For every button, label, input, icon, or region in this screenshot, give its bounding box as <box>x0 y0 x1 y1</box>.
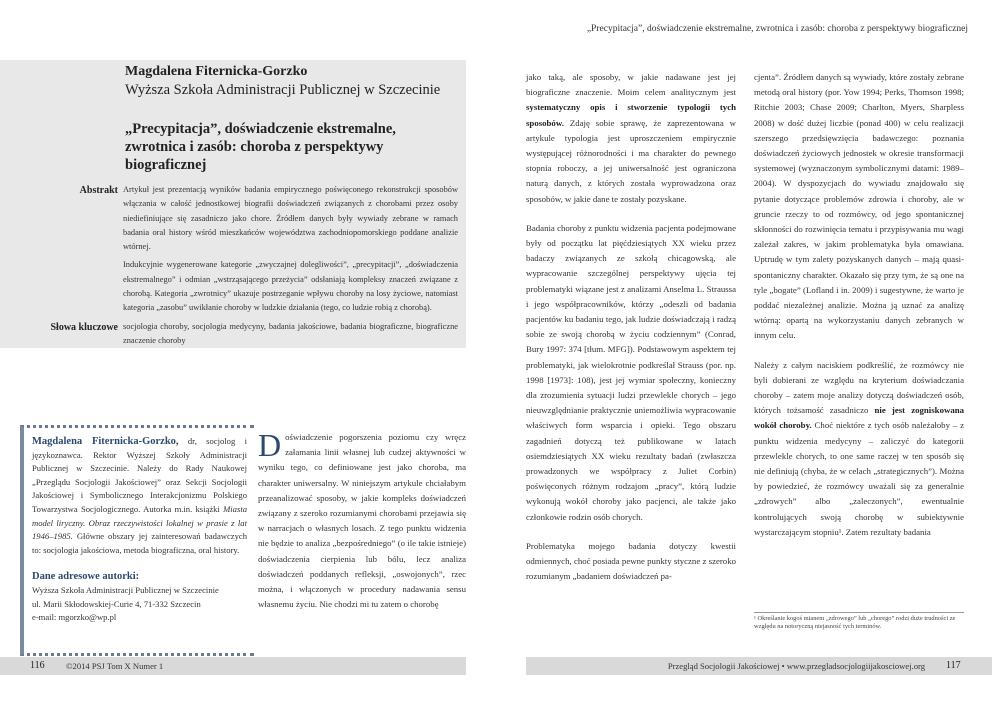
bio-interests: Główne obszary jej zainteresowań badawczych to: socjologia jakościowa, metoda biograficzna, oral history. <box>32 531 248 555</box>
drop-cap: D <box>258 427 282 463</box>
address-email[interactable]: e-mail: mgorzko@wp.pl <box>32 612 117 623</box>
footer-left-text: ©2014 PSJ Tom X Numer 1 <box>66 661 164 671</box>
address-line-2: ul. Marii Skłodowskiej-Curie 4, 71-332 Szczecin <box>32 598 201 609</box>
page-number-left: 116 <box>30 660 45 671</box>
article-title: „Precypitacja”, doświadczenie ekstremalne, zwrotnica i zasób: choroba z perspektywy biograficznej <box>125 121 396 173</box>
footer-right-text: Przegląd Socjologii Jakościowej • www.przegladsocjologiijakosciowej.org <box>667 661 925 671</box>
right-body-column <box>754 70 964 540</box>
abstract-text <box>123 183 458 316</box>
mid-paragraph-2: Badania choroby z punktu widzenia pacjenta podejmowane były od początku lat pięćdziesiątych XX wieku przez badaczy związanych ze szkołą chicagowską, ale wypracowanie szczególnej perspektywy ujęcia tej problematyki wiązane jest z analizami Anselma L. Straussa i jego współpracowników, którzy „odeszli od badania pacjentów ku badaniu tego, jak ludzie doświadczają i radzą sobie ze swoją chorobą w życiu codziennym” (Conrad, Bury 1997: 374 [tłum. MFG]). Podstawowym aspektem tej problematyki, jak wielokrotnie podkreślał Strauss (por. np. 1998 [1973]: 108), jest jej wymiar społeczny, konieczny dla zrozumienia sytuacji ludzi przewlekle chorych – jego nieuwzględnianie praktycznie uniemożliwia wypracowanie właściwych form wsparcia i opieki. Tego obszaru zagadnień dotyczą też publikowane w latach osiemdziesiątych XX wieku rezultaty badań (zwłaszcza prowadzonych we współpracy z Juliet Corbin) poświęconych różnym rodzajom „pracy”, którą ludzie wykonują wokół choroby jako pacjenci, ale także jako członkowie rodzin osób chorych. <box>526 222 736 522</box>
abstract-paragraph-2: Indukcyjnie wygenerowane kategorie „zwyczajnej dolegliwości”, „precypitacji”, „doświadczenia ekstremalnego” i odmian „wstrząsającego przeżycia” odsłaniają kompleksy znaczeń związane z chorobą. Kategoria „zwrotnicy” ukazuje postrzeganie wpływu choroby na losy życiowe, natomiast kategoria „zasobu” uwikłanie choroby w ludzkie działania (tego, co ludzie robią z chorobą). <box>123 260 458 313</box>
right-paragraph-1: cjenta”. Źródłem danych są wywiady, które zostały zebrane metodą oral history (por. Yow 1994; Perks, Thomson 1998; Ritchie 2003; Chase 2009; Charlton, Myers, Sharpless 2008) w dość dużej liczbie (ponad 400) w celu realizacji szerszego przedsięwzięcia badawczego: poznania doświadczeń życiowych jednostek w okresie transformacji systemowej (wyznaczonym symbolicznymi datami: 1989–2004). W dyspozycjach do wywiadu znajdowało się pytanie dotyczące problemów zdrowia i choroby, ale w gruncie rzeczy to od rozmówcy, od jego spontanicznej skłonności do rozwinięcia tematu i przypisywania mu wagi zależał zakres, w jakim problematyka była omawiana. Uptrudę w tym zalety pozyskanych danych – mają quasi-spontaniczny charakter. Okazało się przy tym, że są one na tyle „bogate” (Lofland i in. 2009) i sugestywne, że warto je poddać niezależnej analizie. Można ją uznać za analizę wtórną: opartą na wykorzystaniu danych zebranych w innym celu. <box>754 72 964 341</box>
address-title: Dane adresowe autorki: <box>32 571 140 583</box>
abstract-paragraph-1: Artykuł jest prezentacją wyników badania empirycznego poświęconego rekonstrukcji sposobów włączania w całość jednostkowej biografii doświadczeń związanych z chorobami przez osoby niediefiniujące się zasadniczo jako chore. Źródłem danych były wywiady zebrane w ramach badania oral history wśród mieszkańców województwa zachodniopomorskiego poddane analizie wtórnej. <box>123 185 458 252</box>
author-name: Magdalena Fiternicka-Gorzko <box>125 64 308 79</box>
keywords-text: socjologia choroby, socjologia medycyny, badania jakościowe, badania biograficzne, biograficzne znaczenie choroby <box>123 322 458 346</box>
bio-author-name: Magdalena Fiternicka-Gorzko, <box>32 436 179 447</box>
right-paragraph-2: Należy z całym naciskiem podkreślić, że rozmówcy nie byli dobierani ze względu na kryterium doświadczania choroby – zatem moje analizy dotyczą doświadczeń osób, których tożsamość zasadniczo nie jest zogniskowana wokół choroby. Choć niektóre z tych osób należałoby – z punktu widzenia medycyny – zaliczyć do kategorii przewlekle chorych, to one same raczej w ten sposób się nie definiują (chyba, że w celach „strategicznych”). Można by powiedzieć, że rozmówcy uważali się za generalnie „zdrowych” albo „zaleczonych”, ewentualnie kontrolujących swoją chorobę w subiektywnie wystarczającym stopniu¹. Zatem rezultaty badania <box>754 359 965 537</box>
author-bio-box <box>20 425 254 656</box>
middle-body-column <box>526 70 736 585</box>
bio-text: dr, socjolog i językoznawca. Rektor Wyższej Szkoły Administracji Publicznej w Szczecinie. Należy do Rady Naukowej „Przeglądu Socjologii Jakościowej” oraz Sekcji Socjologii Jakościowej i Symbolicznego Interakcjonizmu Polskiego Towarzystwa Socjologicznego. Autorka m.in. książki <box>32 436 247 514</box>
author-affiliation: Wyższa Szkoła Administracji Publicznej w Szczecinie <box>125 82 441 98</box>
left-body-text: oświadczenie pogorszenia poziomu czy wręcz załamania linii własnej lub cudzej aktywności w wyniku tego, co definiowane jest jako choroba, ma charakter uniwersalny. W niniejszym artykule chciałabym przeanalizować sposoby, w jakie kompleks doświadczeń związany z szeroko rozumianymi chorobami przejawia się w narracjach o własnych losach. Z tego punktu widzenia nie będzie to analiza „bezpośredniego” (o ile takie istnieje) doświadczenia cierpienia lub bólu, lecz analiza doświadczeń poddanych refleksji, „oswojonych”, rzec można, i włączonych w procedury nadawania sensu własnemu życiu. Nie chodzi mi tu zatem o chorobę <box>258 432 466 610</box>
mid-emphasis: systematyczny opis i stworzenie typologii tych sposobów. <box>526 102 736 128</box>
keywords-label: Słowa kluczowe <box>50 322 118 333</box>
footnote: ¹ Określanie kogoś mianem „zdrowego” lub „chorego” rodzi duże trudności ze względu na notoryczną niejasność tych terminów. <box>754 612 964 631</box>
abstract-label: Abstrakt <box>79 185 118 196</box>
left-body-column <box>258 427 466 612</box>
running-header: „Precypitacja”, doświadczenie ekstremalne, zwrotnica i zasób: choroba z perspektywy biograficznej <box>586 24 968 34</box>
bio-book-title: Miasta model liryczny. Obraz rzeczywistości lokalnej w prasie z lat 1946–1985. <box>32 503 247 542</box>
address-line-1: Wyższa Szkoła Administracji Publicznej w Szczecinie <box>32 584 219 595</box>
page-number-right: 117 <box>946 660 961 671</box>
mid-paragraph-1: jako taką, ale sposoby, w jakie nadawane jest jej biograficzne znaczenie. Moim celem analitycznym jest systematyczny opis i stworzenie typologii tych sposobów. Zdaję sobie sprawę, że zaprezentowana w artykule typologia jest uproszczeniem empirycznie występującej różnorodności i ma charakter do pewnego stopnia roboczy, a jej uniwersalność jest ograniczona naturą danych, z których została wyprowadzona oraz sposobów, w jakie dane te zostały pozyskane. <box>526 72 737 204</box>
mid-paragraph-3: Problematyka mojego badania dotyczy kwestii odmiennych, choć posiada pewne punkty styczne z szeroko rozumianym „badaniem doświadczeń pa- <box>526 540 736 582</box>
right-emphasis: nie jest zogniskowana wokół choroby. <box>754 405 965 431</box>
